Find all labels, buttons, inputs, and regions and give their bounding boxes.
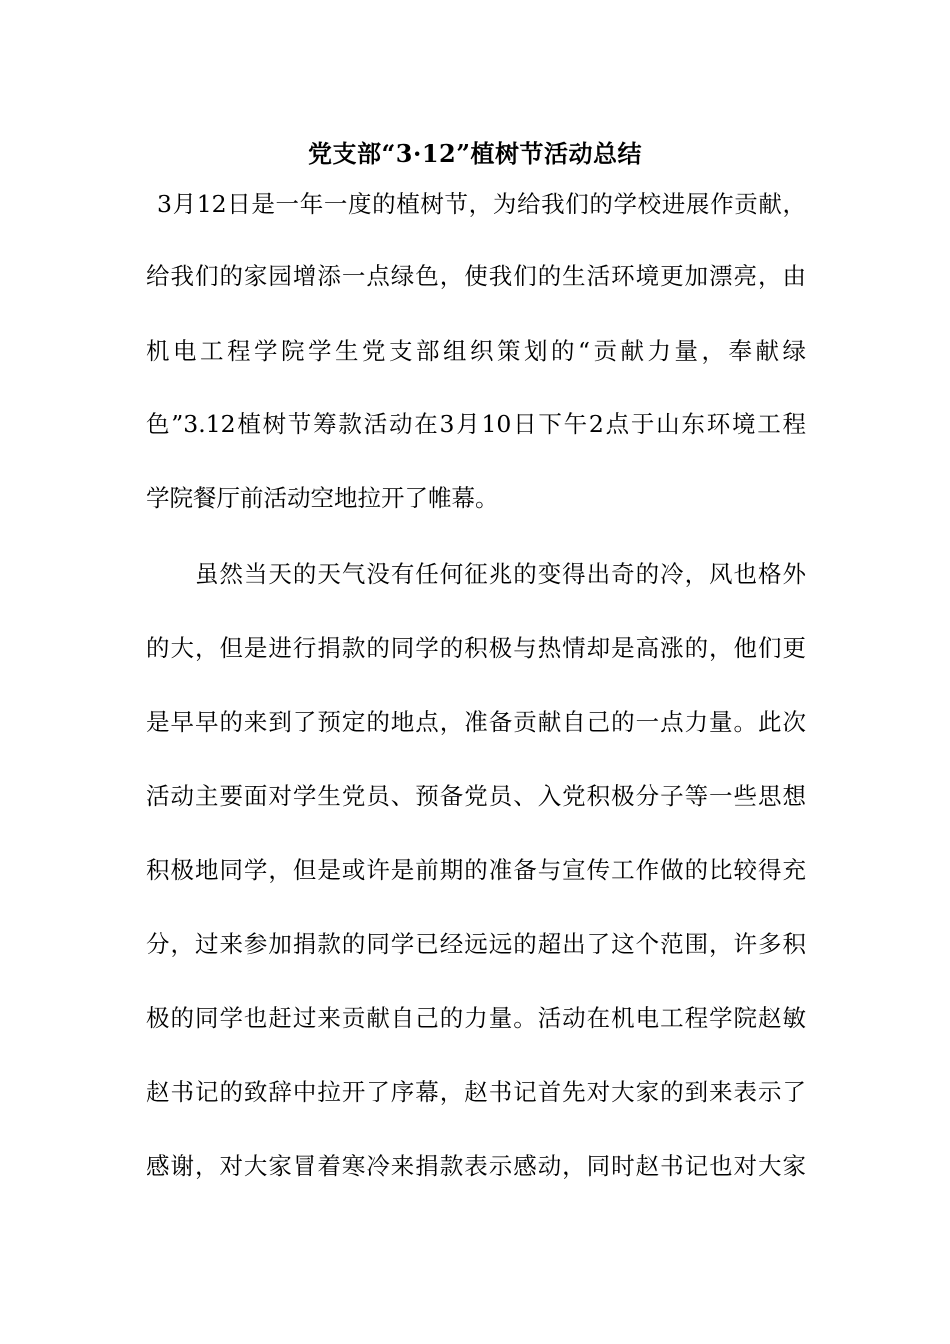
paragraph-line: 学院餐厅前活动空地拉开了帷幕。 [146,484,499,512]
paragraph-line: 色”3.12植树节筹款活动在3月10日下午2点于山东环境工程 [146,410,806,438]
paragraph-line: 的大，但是进行捐款的同学的积极与热情却是高涨的，他们更 [146,634,806,662]
paragraph-line: 虽然当天的天气没有任何征兆的变得出奇的冷，风也格外 [195,560,806,588]
paragraph-line: 分，过来参加捐款的同学已经远远的超出了这个范围，许多积 [146,930,806,958]
paragraph-line: 极的同学也赶过来贡献自己的力量。活动在机电工程学院赵敏 [146,1004,806,1032]
paragraph-line: 感谢，对大家冒着寒冷来捐款表示感动，同时赵书记也对大家 [146,1152,806,1180]
paragraph-line: 赵书记的致辞中拉开了序幕，赵书记首先对大家的到来表示了 [146,1078,806,1106]
paragraph-line: 3月12日是一年一度的植树节，为给我们的学校进展作贡献， [157,190,806,218]
paragraph-line: 是早早的来到了预定的地点，准备贡献自己的一点力量。此次 [146,708,806,736]
document-title: 党支部“3·12”植树节活动总结 [307,139,643,168]
paragraph-line: 机电工程学院学生党支部组织策划的“贡献力量，奉献绿 [146,337,806,365]
paragraph-line: 给我们的家园增添一点绿色，使我们的生活环境更加漂亮，由 [146,262,806,290]
paragraph-line: 积极地同学，但是或许是前期的准备与宣传工作做的比较得充 [146,856,806,884]
paragraph-line: 活动主要面对学生党员、预备党员、入党积极分子等一些思想 [146,782,806,810]
